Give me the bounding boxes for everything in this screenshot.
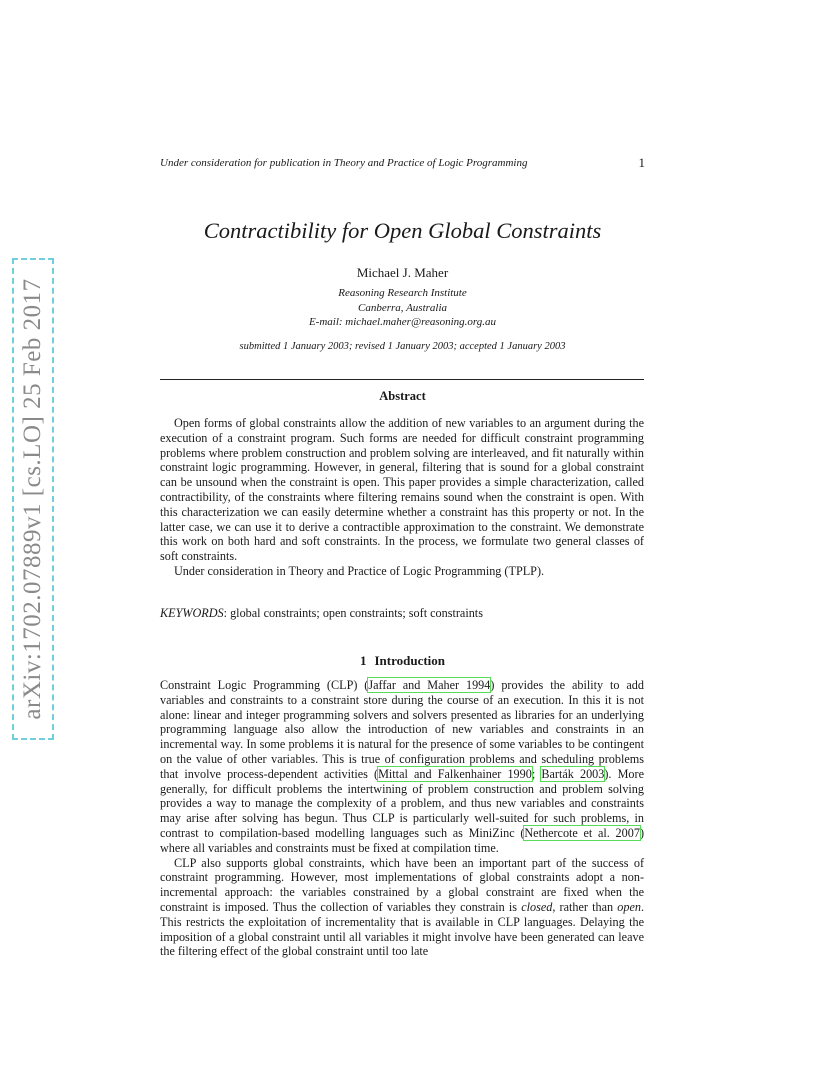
- running-head: [160, 157, 645, 173]
- arxiv-identifier-text: arXiv:1702.07889v1 [cs.LO] 25 Feb 2017: [19, 278, 46, 720]
- author-name: Michael J. Maher: [356, 265, 449, 280]
- page-number: 1: [638, 155, 645, 170]
- keywords-label: KEYWORDS: [160, 606, 224, 620]
- section-body: [160, 678, 644, 959]
- citation-link[interactable]: Jaffar and Maher 1994: [368, 678, 491, 692]
- body-paragraph-2: [160, 856, 644, 960]
- abstract-paragraph-2: Under consideration in Theory and Practice of Logic Programming (TPLP).: [174, 563, 545, 578]
- text-run: ;: [531, 766, 542, 781]
- keywords: [160, 606, 644, 621]
- abstract-paragraph-1: Open forms of global constraints allow the addition of new variables to an argument during the execution of a constraint program. Such forms are needed for difficult constraint programming problems where problem construction and problem solving are interleaved, and fit naturally within constraint logic programming. However, in general, filtering that is sound for a global constraint can be unsound when the constraint is open. This paper provides a simple characterization, called contractibility, of the constraints where filtering remains sound when the constraint is open. With this characterization we can easily determine whether a constraint has this property or not. In the latter case, we can use it to derive a contractible approximation to the constraint. We demonstrate this work on both hard and soft constraints. In the process, we formulate two general classes of soft constraints.: [160, 416, 644, 564]
- paper-title: Contractibility for Open Global Constraints: [203, 218, 602, 243]
- text-run: CLP also supports global constraints, which have been an important part of the success of constraint programming. However, most implementations of global constraints adopt a non-incremental approach: the variables constrained by a global constraint are fixed when the constraint is imposed. Thus the collection of variables they constrain is: [160, 855, 644, 914]
- keywords-list: : global constraints; open constraints; soft constraints: [223, 606, 483, 620]
- affiliation-location: Canberra, Australia: [357, 301, 448, 314]
- section-heading: [160, 653, 645, 669]
- arxiv-identifier[interactable]: [12, 258, 54, 740]
- citation-link[interactable]: Nethercote et al. 2007: [524, 825, 640, 840]
- text-run: . This restricts the exploitation of incrementality that is available in CLP languages. Delaying the imposition of a global constraint until all variables it might involve have been generated can leave the filtering effect of the global constraint until too late: [160, 899, 645, 959]
- citation-link[interactable]: Barták 2003: [541, 766, 605, 781]
- emphasis-closed: closed: [521, 899, 553, 914]
- running-head-text: Under consideration for publication in Theory and Practice of Logic Programming: [160, 157, 528, 169]
- text-run: ) where all variables and constraints must be fixed at compilation time.: [160, 825, 644, 855]
- text-run: ) provides the ability to add variables and constraints to a constraint store during the course of an execution. In this it is not alone: linear and integer programming solvers and solvers presented as libraries for an underlying programming language also allow the introduction of new variables and constraints in an incremental way. In some problems it is natural for the presence of some variables to be contingent on the value of other variables. This is true of configuration problems and scheduling problems that involve process-dependent activities (: [160, 678, 644, 781]
- abstract-body: [160, 416, 644, 579]
- text-run: , rather than: [552, 899, 618, 914]
- abstract-heading: Abstract: [379, 389, 426, 403]
- text-run: ). More generally, for difficult problems the intertwining of problem construction and problem solving provides a way to manage the complexity of a problem, and thus new variables and constraints may arise after solving has begun. Thus CLP is particularly well-suited for such problems, in contrast to compilation-based modelling languages such as MiniZinc (: [160, 766, 644, 840]
- section-title: Introduction: [374, 653, 446, 668]
- submission-dates: submitted 1 January 2003; revised 1 January 2003; accepted 1 January 2003: [239, 341, 566, 352]
- emphasis-open: open: [617, 899, 641, 914]
- text-run: Constraint Logic Programming (CLP) (: [160, 678, 369, 692]
- section-number: 1: [359, 653, 367, 668]
- body-paragraph-1: [160, 678, 644, 856]
- affiliation-institute: Reasoning Research Institute: [338, 287, 467, 299]
- citation-link[interactable]: Mittal and Falkenhainer 1990: [378, 766, 532, 781]
- horizontal-rule: [160, 379, 644, 380]
- affiliation: [160, 286, 645, 330]
- affiliation-email: E-mail: michael.maher@reasoning.org.au: [308, 316, 497, 328]
